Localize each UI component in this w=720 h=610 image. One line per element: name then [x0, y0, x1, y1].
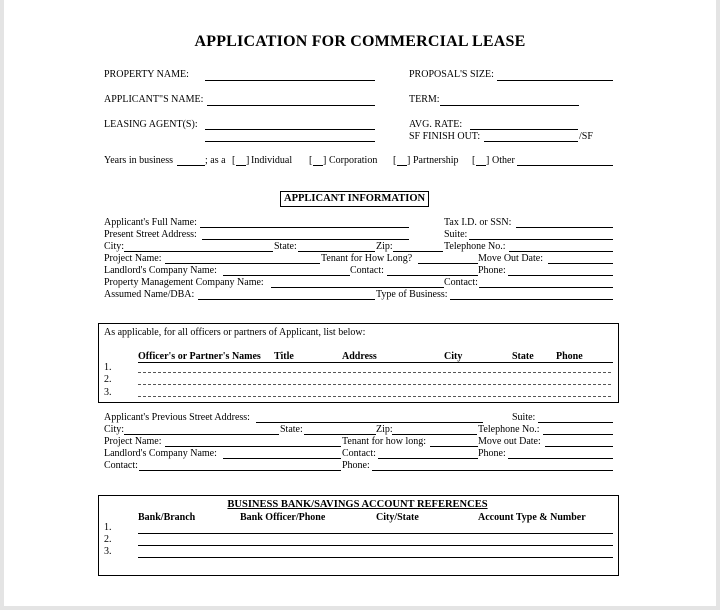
other-bracket-open: [: [472, 155, 476, 166]
other-field[interactable]: [517, 165, 613, 166]
mgmt-contact-label: Contact:: [444, 277, 478, 288]
prev-phone-label: Phone:: [478, 448, 506, 459]
prev-project-name-field[interactable]: [165, 446, 341, 447]
officers-intro: As applicable, for all officers or partners of Applicant, list below:: [104, 327, 366, 338]
corporation-bracket-open: [: [309, 155, 313, 166]
suite-label: Suite:: [444, 229, 468, 240]
landlord-company-label: Landlord's Company Name:: [104, 265, 217, 276]
zip-field[interactable]: [393, 251, 443, 252]
prev-phone2-label: Phone:: [342, 460, 370, 471]
prev-street-field[interactable]: [256, 422, 483, 423]
phone-field[interactable]: [508, 275, 613, 276]
avg-rate-field[interactable]: [470, 129, 578, 130]
partnership-checkbox[interactable]: [397, 165, 407, 166]
present-street-field[interactable]: [202, 239, 409, 240]
property-mgmt-field[interactable]: [271, 287, 444, 288]
project-name-label: Project Name:: [104, 253, 162, 264]
prev-zip-label: Zip:: [376, 424, 393, 435]
proposal-size-field[interactable]: [497, 80, 613, 81]
officer-header-rule: [138, 362, 613, 363]
bank-col-officer: Bank Officer/Phone: [240, 512, 326, 523]
corporation-label: Corporation: [329, 155, 378, 166]
prev-city-label: City:: [104, 424, 125, 435]
city-label: City:: [104, 241, 125, 252]
bank-references-heading: BUSINESS BANK/SAVINGS ACCOUNT REFERENCES: [227, 499, 488, 510]
as-a-label: ; as a: [205, 155, 226, 166]
prev-landlord-field[interactable]: [223, 458, 341, 459]
bank-col-branch: Bank/Branch: [138, 512, 196, 523]
applicant-name-label: APPLICANT"S NAME:: [104, 94, 204, 105]
prev-state-label: State:: [280, 424, 303, 435]
prev-contact2-field[interactable]: [139, 470, 341, 471]
officer-row-1-field[interactable]: [138, 372, 611, 373]
bank-row-3-num: 3.: [104, 546, 112, 557]
tax-id-label: Tax I.D. or SSN:: [444, 217, 512, 228]
property-name-label: PROPERTY NAME:: [104, 69, 189, 80]
prev-telephone-field[interactable]: [543, 434, 613, 435]
assumed-name-label: Assumed Name/DBA:: [104, 289, 195, 300]
individual-label: Individual: [251, 155, 293, 166]
contact-field[interactable]: [387, 275, 478, 276]
sf-suffix: /SF: [579, 131, 593, 142]
partnership-bracket-close: ]: [407, 155, 411, 166]
prev-contact-field[interactable]: [378, 458, 478, 459]
leasing-agent-field-2[interactable]: [205, 141, 375, 142]
individual-bracket-open: [: [232, 155, 236, 166]
assumed-name-field[interactable]: [198, 299, 375, 300]
individual-checkbox[interactable]: [236, 165, 246, 166]
corporation-checkbox[interactable]: [313, 165, 323, 166]
officer-col-state: State: [512, 351, 534, 362]
landlord-company-field[interactable]: [223, 275, 350, 276]
property-mgmt-label: Property Management Company Name:: [104, 277, 264, 288]
sf-finish-out-label: SF FINISH OUT:: [409, 131, 481, 142]
state-field[interactable]: [298, 251, 375, 252]
bank-row-2-field[interactable]: [138, 545, 613, 546]
page-edge-right: [716, 0, 720, 610]
full-name-field[interactable]: [200, 227, 409, 228]
individual-bracket-close: ]: [246, 155, 250, 166]
partnership-bracket-open: [: [393, 155, 397, 166]
officer-col-address: Address: [342, 351, 377, 362]
type-of-business-field[interactable]: [450, 299, 613, 300]
project-name-field[interactable]: [165, 263, 320, 264]
move-out-date-field[interactable]: [548, 263, 613, 264]
officer-row-3-num: 3.: [104, 387, 112, 398]
bank-col-city: City/State: [376, 512, 419, 523]
prev-landlord-label: Landlord's Company Name:: [104, 448, 217, 459]
prev-phone2-field[interactable]: [372, 470, 613, 471]
officer-row-2-num: 2.: [104, 374, 112, 385]
years-in-business-field[interactable]: [177, 165, 205, 166]
prev-tenant-how-long-field[interactable]: [430, 446, 478, 447]
term-field[interactable]: [440, 105, 579, 106]
contact-label: Contact:: [350, 265, 384, 276]
prev-suite-field[interactable]: [538, 422, 613, 423]
type-of-business-label: Type of Business:: [376, 289, 448, 300]
officer-row-3-field[interactable]: [138, 396, 611, 397]
bank-row-1-field[interactable]: [138, 533, 613, 534]
mgmt-contact-field[interactable]: [479, 287, 613, 288]
prev-project-name-label: Project Name:: [104, 436, 162, 447]
suite-field[interactable]: [469, 239, 613, 240]
property-name-field[interactable]: [205, 80, 375, 81]
term-label: TERM:: [409, 94, 440, 105]
prev-state-field[interactable]: [304, 434, 376, 435]
partnership-label: Partnership: [413, 155, 459, 166]
state-label: State:: [274, 241, 297, 252]
prev-tenant-how-long-label: Tenant for how long:: [342, 436, 427, 447]
bank-row-1-num: 1.: [104, 522, 112, 533]
page-edge-left: [0, 0, 4, 610]
avg-rate-label: AVG. RATE:: [409, 119, 463, 130]
officer-row-2-field[interactable]: [138, 384, 611, 385]
present-street-label: Present Street Address:: [104, 229, 197, 240]
full-name-label: Applicant's Full Name:: [104, 217, 197, 228]
prev-city-field[interactable]: [124, 434, 279, 435]
officer-row-1-num: 1.: [104, 362, 112, 373]
telephone-field[interactable]: [509, 251, 613, 252]
officer-col-names: Officer's or Partner's Names: [138, 351, 261, 362]
prev-suite-label: Suite:: [512, 412, 536, 423]
tenant-how-long-field[interactable]: [418, 263, 478, 264]
years-in-business-label: Years in business: [104, 155, 173, 166]
applicant-name-field[interactable]: [207, 105, 375, 106]
prev-phone-field[interactable]: [508, 458, 613, 459]
proposal-size-label: PROPOSAL'S SIZE:: [409, 69, 494, 80]
applicant-information-heading: APPLICANT INFORMATION: [280, 191, 429, 207]
prev-contact2-label: Contact:: [104, 460, 138, 471]
officer-col-city: City: [444, 351, 463, 362]
prev-move-out-field[interactable]: [545, 446, 613, 447]
document-title: APPLICATION FOR COMMERCIAL LEASE: [194, 33, 526, 50]
phone-label: Phone:: [478, 265, 506, 276]
corporation-bracket-close: ]: [323, 155, 327, 166]
prev-move-out-label: Move out Date:: [478, 436, 541, 447]
bank-row-2-num: 2.: [104, 534, 112, 545]
bank-col-account: Account Type & Number: [478, 512, 586, 523]
prev-contact-label: Contact:: [342, 448, 376, 459]
leasing-agent-label: LEASING AGENT(S):: [104, 119, 198, 130]
bank-row-3-field[interactable]: [138, 557, 613, 558]
prev-zip-field[interactable]: [392, 434, 477, 435]
move-out-date-label: Move Out Date:: [478, 253, 543, 264]
other-bracket-close: ]: [486, 155, 490, 166]
prev-telephone-label: Telephone No.:: [478, 424, 540, 435]
sf-finish-out-field[interactable]: [484, 141, 578, 142]
city-field[interactable]: [124, 251, 273, 252]
tax-id-field[interactable]: [516, 227, 613, 228]
officer-col-title: Title: [274, 351, 294, 362]
telephone-label: Telephone No.:: [444, 241, 506, 252]
prev-street-label: Applicant's Previous Street Address:: [104, 412, 250, 423]
other-label: Other: [492, 155, 515, 166]
other-checkbox[interactable]: [476, 165, 486, 166]
page-edge-bottom: [0, 606, 720, 610]
leasing-agent-field-1[interactable]: [205, 129, 375, 130]
tenant-how-long-label: Tenant for How Long?: [321, 253, 413, 264]
zip-label: Zip:: [376, 241, 393, 252]
officer-col-phone: Phone: [556, 351, 583, 362]
